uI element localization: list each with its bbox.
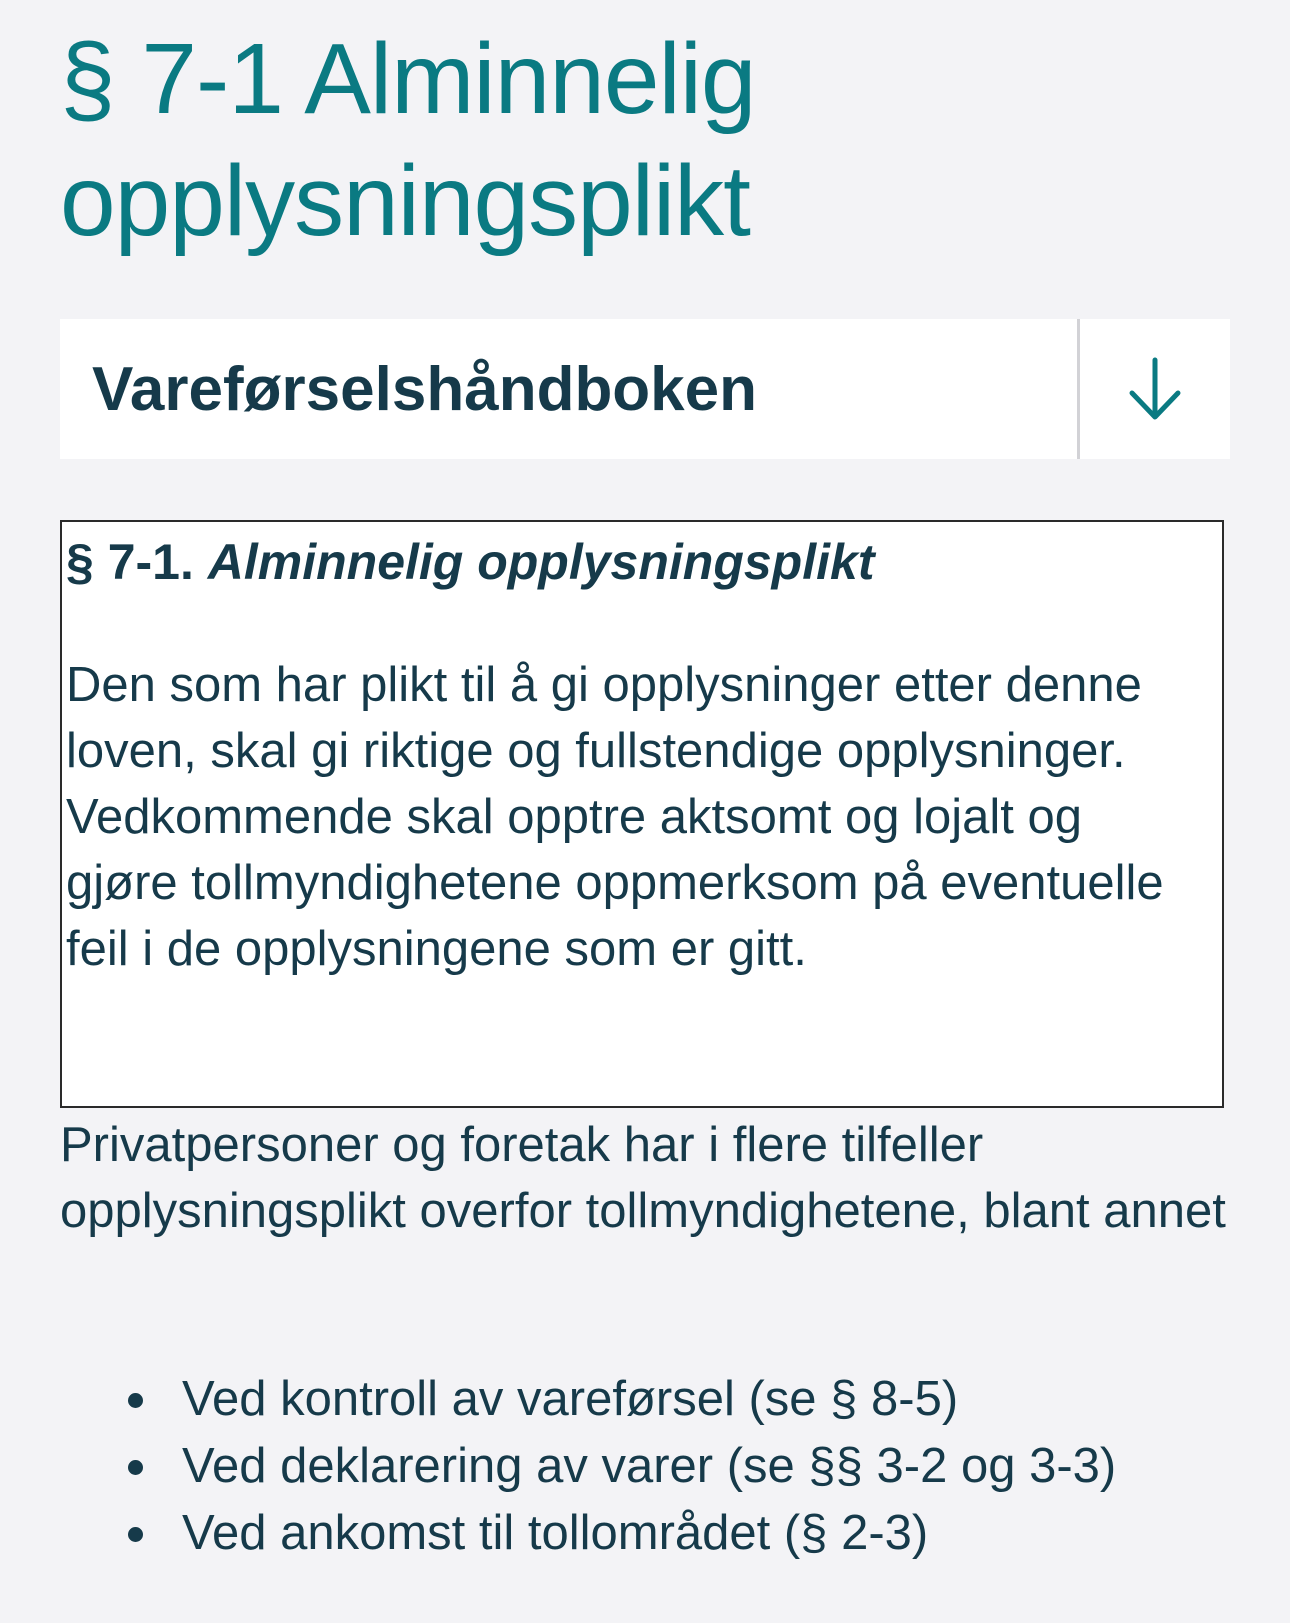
list-item [120, 1433, 1116, 1500]
bullet-icon [128, 1393, 143, 1408]
list-item [120, 1500, 1116, 1567]
bullet-icon [128, 1527, 143, 1542]
intro-paragraph: Privatpersoner og foretak har i flere tilfeller opplysningsplikt overfor tollmyndighetene, blant annet [60, 1118, 1226, 1238]
obligation-list [120, 1366, 1116, 1567]
expand-button[interactable] [1080, 319, 1230, 459]
law-section-title: Alminnelig opplysningsplikt [207, 534, 875, 590]
law-section-number: § 7-1. [66, 534, 194, 590]
law-section-body: Den som har plikt til å gi opplysninger etter denne loven, skal gi riktige og fullstendige opplysninger. Vedkommende skal opptre aktsomt og lojalt og gjøre tollmyndighetene oppmerksom på eventuelle feil i de opplysningene som er gitt. [66, 658, 1164, 976]
page-title: § 7-1 Alminnelig opplysningsplikt [60, 23, 756, 257]
list-item-text: Ved ankomst til tollområdet (§ 2-3) [182, 1506, 929, 1560]
list-item-text: Ved deklarering av varer (se §§ 3-2 og 3-3) [182, 1439, 1117, 1493]
list-item [120, 1366, 1116, 1433]
list-item-text: Ved kontroll av vareførsel (se § 8-5) [182, 1372, 959, 1426]
accordion-label[interactable]: Vareførselshåndboken [92, 354, 758, 424]
arrow-down-icon [1127, 356, 1183, 422]
law-section-heading [66, 530, 874, 594]
bullet-icon [128, 1460, 143, 1475]
handbook-accordion[interactable] [60, 319, 1230, 459]
law-text-box [60, 520, 1224, 1108]
